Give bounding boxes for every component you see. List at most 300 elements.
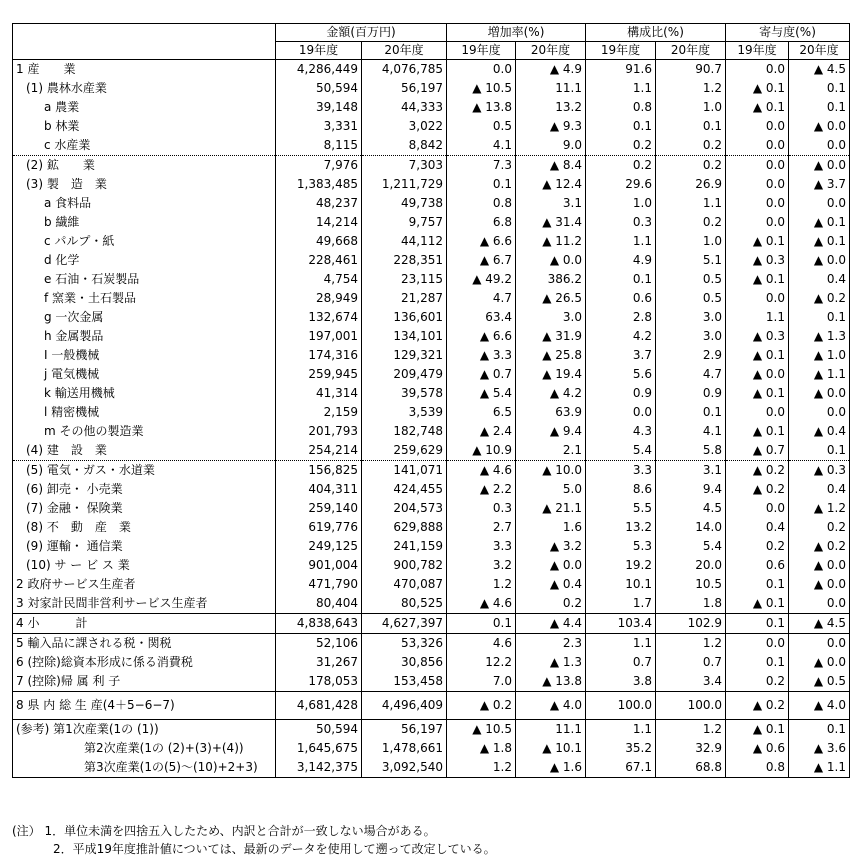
table-row <box>13 720 850 740</box>
table-cell: 4.2 <box>586 327 656 346</box>
table-cell: ▲ 0.1 <box>726 384 789 403</box>
table-cell: ▲ 0.3 <box>726 251 789 270</box>
row-label: f 窯業・土石製品 <box>13 289 276 308</box>
table-cell: 1.2 <box>656 79 726 98</box>
table-cell: ▲ 1.1 <box>789 365 850 384</box>
table-row <box>13 136 850 156</box>
table-cell: 4.1 <box>656 422 726 441</box>
table-cell: 0.1 <box>447 614 516 634</box>
table-cell: ▲ 0.2 <box>726 692 789 720</box>
table-cell: 129,321 <box>362 346 447 365</box>
table-cell: 0.0 <box>726 175 789 194</box>
table-cell: 1.8 <box>656 594 726 614</box>
table-cell: 31,267 <box>276 653 362 672</box>
row-label: 6 (控除)総資本形成に係る消費税 <box>13 653 276 672</box>
table-cell: 4.7 <box>447 289 516 308</box>
table-cell: ▲ 4.0 <box>789 692 850 720</box>
table-cell: 6.5 <box>447 403 516 422</box>
table-cell: 11.1 <box>516 79 586 98</box>
year-header: 20年度 <box>362 42 447 60</box>
table-row <box>13 194 850 213</box>
table-row <box>13 117 850 136</box>
table-cell: 0.1 <box>789 441 850 461</box>
table-cell: 100.0 <box>586 692 656 720</box>
row-label: 7 (控除)帰 属 利 子 <box>13 672 276 692</box>
table-cell: 0.8 <box>726 758 789 778</box>
row-label: c パルプ・紙 <box>13 232 276 251</box>
table-cell: 100.0 <box>656 692 726 720</box>
row-label: 1 産 業 <box>13 60 276 80</box>
table-cell: 56,197 <box>362 720 447 740</box>
table-row <box>13 518 850 537</box>
table-cell: 6.8 <box>447 213 516 232</box>
table-cell: 259,945 <box>276 365 362 384</box>
table-row <box>13 384 850 403</box>
table-cell: 241,159 <box>362 537 447 556</box>
table-cell: ▲ 11.2 <box>516 232 586 251</box>
table-cell: ▲ 0.0 <box>789 117 850 136</box>
table-cell: ▲ 0.1 <box>726 232 789 251</box>
table-cell: 0.5 <box>656 270 726 289</box>
table-cell: 13.2 <box>586 518 656 537</box>
table-cell: 0.1 <box>789 308 850 327</box>
table-row <box>13 403 850 422</box>
table-cell: 0.0 <box>789 194 850 213</box>
table-cell: 1.1 <box>586 79 656 98</box>
table-cell: 7,976 <box>276 156 362 176</box>
table-cell: 80,525 <box>362 594 447 614</box>
table-cell: 0.4 <box>726 518 789 537</box>
table-row <box>13 653 850 672</box>
table-cell: 4.7 <box>656 365 726 384</box>
table-cell: ▲ 2.4 <box>447 422 516 441</box>
table-cell: ▲ 4.9 <box>516 60 586 80</box>
table-cell: 50,594 <box>276 79 362 98</box>
table-body <box>13 60 850 778</box>
table-cell: 4.9 <box>586 251 656 270</box>
table-cell: 3,539 <box>362 403 447 422</box>
row-label: (10) サ ー ビ ス 業 <box>13 556 276 575</box>
table-row <box>13 327 850 346</box>
table-cell: 11.1 <box>516 720 586 740</box>
table-row <box>13 575 850 594</box>
table-row <box>13 346 850 365</box>
row-label: 第2次産業(1の (2)+(3)+(4)) <box>13 739 276 758</box>
row-label: (7) 金融・ 保険業 <box>13 499 276 518</box>
table-row <box>13 79 850 98</box>
table-cell: 0.0 <box>726 156 789 176</box>
table-cell: 386.2 <box>516 270 586 289</box>
table-cell: 0.5 <box>656 289 726 308</box>
table-cell: 0.0 <box>726 213 789 232</box>
table-cell: ▲ 0.7 <box>447 365 516 384</box>
table-cell: 228,461 <box>276 251 362 270</box>
table-cell: ▲ 1.6 <box>516 758 586 778</box>
table-cell: ▲ 3.2 <box>516 537 586 556</box>
table-cell: 103.4 <box>586 614 656 634</box>
table-cell: 0.3 <box>586 213 656 232</box>
table-cell: 1,478,661 <box>362 739 447 758</box>
table-cell: ▲ 4.6 <box>447 594 516 614</box>
table-cell: 0.2 <box>656 156 726 176</box>
table-cell: ▲ 0.7 <box>726 441 789 461</box>
table-cell: 8.6 <box>586 480 656 499</box>
table-cell: 619,776 <box>276 518 362 537</box>
table-cell: ▲ 0.2 <box>789 289 850 308</box>
table-cell: ▲ 0.1 <box>789 213 850 232</box>
table-cell: ▲ 10.0 <box>516 461 586 481</box>
group-header-amount: 金額(百万円) <box>276 24 447 42</box>
table-cell: 204,573 <box>362 499 447 518</box>
table-cell: ▲ 0.0 <box>789 384 850 403</box>
table-cell: 7,303 <box>362 156 447 176</box>
table-cell: 0.0 <box>726 136 789 156</box>
table-cell: 2.9 <box>656 346 726 365</box>
table-cell: ▲ 31.9 <box>516 327 586 346</box>
table-cell: 29.6 <box>586 175 656 194</box>
row-label: e 石油・石炭製品 <box>13 270 276 289</box>
table-cell: 0.2 <box>656 213 726 232</box>
row-label: (5) 電気・ガス・水道業 <box>13 461 276 481</box>
row-label: k 輸送用機械 <box>13 384 276 403</box>
table-cell: 67.1 <box>586 758 656 778</box>
table-cell: 3,092,540 <box>362 758 447 778</box>
table-cell: 0.0 <box>726 634 789 654</box>
header-row-groups <box>13 24 850 42</box>
table-row <box>13 270 850 289</box>
table-cell: 5.8 <box>656 441 726 461</box>
row-label: 2 政府サービス生産者 <box>13 575 276 594</box>
table-cell: 7.3 <box>447 156 516 176</box>
row-label: m その他の製造業 <box>13 422 276 441</box>
row-label: (1) 農林水産業 <box>13 79 276 98</box>
table-row <box>13 422 850 441</box>
table-cell: 3.3 <box>586 461 656 481</box>
table-cell: ▲ 26.5 <box>516 289 586 308</box>
table-cell: 0.1 <box>656 117 726 136</box>
table-cell: 0.2 <box>516 594 586 614</box>
table-cell: ▲ 13.8 <box>516 672 586 692</box>
table-cell: 0.0 <box>726 499 789 518</box>
table-cell: 9.0 <box>516 136 586 156</box>
table-cell: ▲ 0.0 <box>789 556 850 575</box>
table-cell: 1.1 <box>656 194 726 213</box>
table-cell: 900,782 <box>362 556 447 575</box>
table-cell: 4,076,785 <box>362 60 447 80</box>
table-cell: 0.0 <box>789 634 850 654</box>
year-header: 19年度 <box>447 42 516 60</box>
table-cell: 3.8 <box>586 672 656 692</box>
table-cell: 1.1 <box>586 720 656 740</box>
table-cell: 102.9 <box>656 614 726 634</box>
table-cell: 0.2 <box>726 537 789 556</box>
table-cell: 14.0 <box>656 518 726 537</box>
table-cell: ▲ 4.0 <box>516 692 586 720</box>
table-cell: 259,140 <box>276 499 362 518</box>
table-cell: 1.2 <box>447 575 516 594</box>
table-cell: 228,351 <box>362 251 447 270</box>
table-cell: 141,071 <box>362 461 447 481</box>
table-cell: 2.8 <box>586 308 656 327</box>
table-cell: ▲ 13.8 <box>447 98 516 117</box>
table-cell: 0.1 <box>726 575 789 594</box>
table-cell: 0.2 <box>586 136 656 156</box>
table-cell: 5.4 <box>586 441 656 461</box>
table-cell: 8,115 <box>276 136 362 156</box>
table-cell: 0.2 <box>726 672 789 692</box>
group-header-composition: 構成比(%) <box>586 24 726 42</box>
table-cell: 0.0 <box>726 194 789 213</box>
table-cell: ▲ 49.2 <box>447 270 516 289</box>
row-label: (6) 卸売・ 小売業 <box>13 480 276 499</box>
table-cell: 4,627,397 <box>362 614 447 634</box>
table-row <box>13 60 850 80</box>
table-cell: ▲ 1.1 <box>789 758 850 778</box>
table-cell: ▲ 6.6 <box>447 327 516 346</box>
table-cell: 10.1 <box>586 575 656 594</box>
table-cell: 21,287 <box>362 289 447 308</box>
table-cell: ▲ 19.4 <box>516 365 586 384</box>
table-cell: 132,674 <box>276 308 362 327</box>
table-row <box>13 499 850 518</box>
table-row <box>13 556 850 575</box>
table-cell: 4,286,449 <box>276 60 362 80</box>
table-cell: ▲ 1.8 <box>447 739 516 758</box>
gdp-table-container <box>12 23 850 778</box>
table-row <box>13 156 850 176</box>
table-cell: 0.8 <box>586 98 656 117</box>
table-cell: 3,331 <box>276 117 362 136</box>
table-cell: ▲ 12.4 <box>516 175 586 194</box>
table-cell: 1.1 <box>586 232 656 251</box>
table-cell: 0.7 <box>656 653 726 672</box>
row-label: b 繊維 <box>13 213 276 232</box>
table-cell: 9.4 <box>656 480 726 499</box>
row-label: (2) 鉱 業 <box>13 156 276 176</box>
table-cell: ▲ 4.6 <box>447 461 516 481</box>
table-cell: 197,001 <box>276 327 362 346</box>
year-header: 19年度 <box>726 42 789 60</box>
table-cell: ▲ 1.0 <box>789 346 850 365</box>
table-row <box>13 251 850 270</box>
table-cell: 23,115 <box>362 270 447 289</box>
table-cell: 56,197 <box>362 79 447 98</box>
table-cell: ▲ 0.0 <box>726 365 789 384</box>
table-cell: 209,479 <box>362 365 447 384</box>
table-cell: 424,455 <box>362 480 447 499</box>
table-cell: 9,757 <box>362 213 447 232</box>
table-cell: 44,333 <box>362 98 447 117</box>
table-cell: 0.6 <box>726 556 789 575</box>
table-cell: 0.0 <box>447 60 516 80</box>
row-label: c 水産業 <box>13 136 276 156</box>
row-label: (9) 運輸・ 通信業 <box>13 537 276 556</box>
table-cell: 0.4 <box>789 480 850 499</box>
table-row <box>13 98 850 117</box>
table-cell: 4.5 <box>656 499 726 518</box>
table-row <box>13 232 850 251</box>
row-label: 8 県 内 総 生 産(4＋5−6−7) <box>13 692 276 720</box>
table-row <box>13 614 850 634</box>
footnote: 2．平成19年度推計値については、最新のデータを使用して遡って改定している。 <box>53 842 496 856</box>
table-cell: 5.1 <box>656 251 726 270</box>
table-cell: ▲ 0.3 <box>789 461 850 481</box>
table-cell: 0.0 <box>789 403 850 422</box>
table-cell: 1.1 <box>586 634 656 654</box>
row-label: 5 輸入品に課される税・関税 <box>13 634 276 654</box>
table-cell: 0.1 <box>789 79 850 98</box>
table-cell: ▲ 0.3 <box>726 327 789 346</box>
row-label: g 一次金属 <box>13 308 276 327</box>
table-cell: ▲ 10.1 <box>516 739 586 758</box>
table-cell: ▲ 0.4 <box>789 422 850 441</box>
table-cell: ▲ 25.8 <box>516 346 586 365</box>
table-cell: ▲ 0.0 <box>789 156 850 176</box>
table-cell: 153,458 <box>362 672 447 692</box>
table-cell: 1.2 <box>656 634 726 654</box>
table-cell: 52,106 <box>276 634 362 654</box>
table-cell: ▲ 4.5 <box>789 60 850 80</box>
table-cell: 3,142,375 <box>276 758 362 778</box>
table-cell: ▲ 10.5 <box>447 720 516 740</box>
table-cell: ▲ 0.1 <box>726 98 789 117</box>
table-cell: ▲ 0.1 <box>726 270 789 289</box>
table-cell: 35.2 <box>586 739 656 758</box>
table-cell: 3.1 <box>516 194 586 213</box>
table-cell: ▲ 2.2 <box>447 480 516 499</box>
group-header-contribution: 寄与度(%) <box>726 24 850 42</box>
year-header: 20年度 <box>516 42 586 60</box>
table-cell: 0.0 <box>789 136 850 156</box>
table-cell: ▲ 0.1 <box>726 79 789 98</box>
table-cell: ▲ 0.5 <box>789 672 850 692</box>
table-cell: 4.6 <box>447 634 516 654</box>
table-cell: 0.7 <box>586 653 656 672</box>
table-cell: 0.1 <box>726 653 789 672</box>
table-cell: 0.2 <box>586 156 656 176</box>
year-header: 20年度 <box>656 42 726 60</box>
table-cell: 0.1 <box>586 117 656 136</box>
table-cell: 0.1 <box>726 614 789 634</box>
table-cell: ▲ 1.3 <box>789 327 850 346</box>
table-cell: 0.1 <box>789 720 850 740</box>
table-cell: 0.3 <box>447 499 516 518</box>
table-row <box>13 289 850 308</box>
table-cell: 1.7 <box>586 594 656 614</box>
table-cell: 1.2 <box>656 720 726 740</box>
table-cell: 0.2 <box>789 518 850 537</box>
table-cell: ▲ 4.4 <box>516 614 586 634</box>
table-cell: 90.7 <box>656 60 726 80</box>
table-cell: 4,754 <box>276 270 362 289</box>
table-cell: 0.1 <box>447 175 516 194</box>
table-cell: ▲ 1.3 <box>516 653 586 672</box>
table-cell: 470,087 <box>362 575 447 594</box>
table-cell: 3.7 <box>586 346 656 365</box>
footnotes <box>12 822 496 858</box>
table-cell: 0.6 <box>586 289 656 308</box>
table-cell: 901,004 <box>276 556 362 575</box>
table-cell: ▲ 10.9 <box>447 441 516 461</box>
row-label: (3) 製 造 業 <box>13 175 276 194</box>
table-cell: 156,825 <box>276 461 362 481</box>
table-cell: 1,383,485 <box>276 175 362 194</box>
table-row <box>13 308 850 327</box>
table-row <box>13 739 850 758</box>
table-cell: 4,496,409 <box>362 692 447 720</box>
table-cell: ▲ 0.1 <box>726 346 789 365</box>
table-cell: 4.3 <box>586 422 656 441</box>
table-cell: 5.6 <box>586 365 656 384</box>
table-cell: 0.1 <box>789 98 850 117</box>
table-cell: 39,578 <box>362 384 447 403</box>
row-label: b 林業 <box>13 117 276 136</box>
table-cell: 1.0 <box>656 98 726 117</box>
table-row <box>13 537 850 556</box>
row-label: 4 小 計 <box>13 614 276 634</box>
table-cell: ▲ 0.0 <box>789 653 850 672</box>
table-cell: 10.5 <box>656 575 726 594</box>
table-cell: 1.6 <box>516 518 586 537</box>
year-header: 20年度 <box>789 42 850 60</box>
table-cell: 39,148 <box>276 98 362 117</box>
footnote: (注） 1．単位未満を四捨五入したため、内訳と合計が一致しない場合がある。 <box>12 824 436 838</box>
table-cell: 259,629 <box>362 441 447 461</box>
table-cell: ▲ 21.1 <box>516 499 586 518</box>
table-cell: ▲ 0.0 <box>789 251 850 270</box>
table-cell: ▲ 9.3 <box>516 117 586 136</box>
table-cell: ▲ 0.4 <box>516 575 586 594</box>
table-row <box>13 175 850 194</box>
table-cell: 0.8 <box>447 194 516 213</box>
table-cell: 26.9 <box>656 175 726 194</box>
table-cell: 12.2 <box>447 653 516 672</box>
table-cell: 5.3 <box>586 537 656 556</box>
table-cell: 254,214 <box>276 441 362 461</box>
table-row <box>13 365 850 384</box>
table-row <box>13 594 850 614</box>
table-row <box>13 441 850 461</box>
row-label: 第3次産業(1の(5)〜(10)+2+3) <box>13 758 276 778</box>
table-cell: 8,842 <box>362 136 447 156</box>
table-cell: 3.4 <box>656 672 726 692</box>
row-label: (参考) 第1次産業(1の (1)) <box>13 720 276 740</box>
table-cell: 14,214 <box>276 213 362 232</box>
table-cell: ▲ 4.2 <box>516 384 586 403</box>
table-cell: 3.1 <box>656 461 726 481</box>
table-cell: ▲ 0.1 <box>726 422 789 441</box>
table-cell: 50,594 <box>276 720 362 740</box>
table-row <box>13 758 850 778</box>
table-cell: ▲ 0.0 <box>516 556 586 575</box>
table-cell: 0.0 <box>726 403 789 422</box>
table-cell: 49,738 <box>362 194 447 213</box>
table-cell: ▲ 0.0 <box>789 575 850 594</box>
table-cell: 174,316 <box>276 346 362 365</box>
year-header: 19年度 <box>586 42 656 60</box>
table-cell: 2.7 <box>447 518 516 537</box>
table-cell: 13.2 <box>516 98 586 117</box>
table-cell: 0.9 <box>586 384 656 403</box>
table-cell: 629,888 <box>362 518 447 537</box>
table-row <box>13 692 850 720</box>
table-cell: 0.0 <box>726 117 789 136</box>
table-cell: ▲ 5.4 <box>447 384 516 403</box>
table-cell: ▲ 0.2 <box>789 537 850 556</box>
table-cell: 3.2 <box>447 556 516 575</box>
table-cell: 4.1 <box>447 136 516 156</box>
table-cell: 3.0 <box>656 327 726 346</box>
